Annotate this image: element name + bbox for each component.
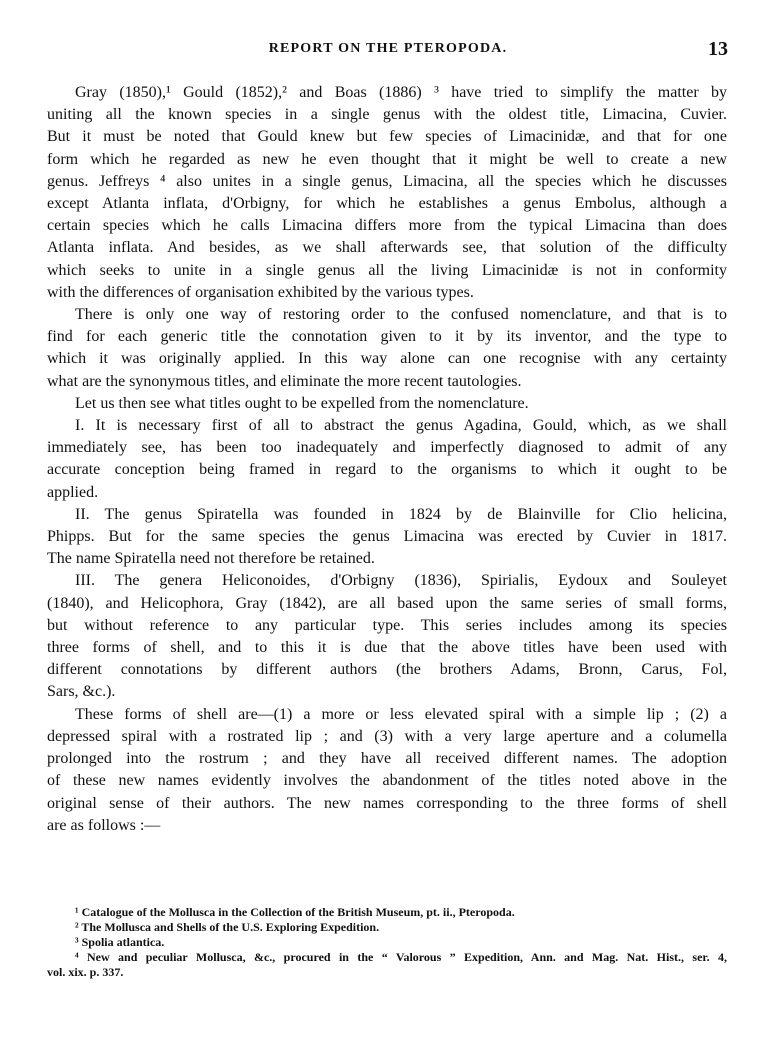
text-line: immediately see, has been too inadequately and imperfectly diagnosed to admit of any: [47, 439, 727, 457]
text-line: except Atlanta inflata, d'Orbigny, for which he establishes a genus Embolus, although a: [47, 195, 727, 213]
footnote: ¹ Catalogue of the Mollusca in the Collection of the British Museum, pt. ii., Pteropoda.: [75, 905, 515, 919]
text-line: These forms of shell are—(1) a more or less elevated spiral with a simple lip ; (2) a: [75, 705, 727, 723]
footnotes: [47, 905, 727, 980]
text-line: I. It is necessary first of all to abstract the genus Agadina, Gould, which, as we shall: [75, 417, 727, 435]
footnote: ⁴ New and peculiar Mollusca, &c., procured in the “ Valorous ” Expedition, Ann. and Mag. Nat. Hist., ser. 4,: [75, 950, 727, 964]
text-line: are as follows :—: [47, 816, 161, 834]
text-line: three forms of shell, and to this it is due that the above titles have been used with: [47, 639, 727, 657]
text-line: accurate conception being framed in regard to the organisms to which it ought to be: [47, 461, 727, 479]
text-line: find for each generic title the connotation given to it by its inventor, and the type to: [47, 328, 727, 346]
text-line: genus. Jeffreys ⁴ also unites in a single genus, Limacina, all the species which he discusses: [47, 172, 727, 190]
text-line: uniting all the known species in a single genus with the oldest title, Limacina, Cuvier.: [47, 106, 727, 124]
text-line: Atlanta inflata. And besides, as we shall afterwards see, that solution of the difficulty: [47, 239, 727, 257]
footnote: ² The Mollusca and Shells of the U.S. Exploring Expedition.: [75, 920, 380, 934]
text-line: (1840), and Helicophora, Gray (1842), are all based upon the same series of small forms,: [47, 594, 727, 612]
text-line: Phipps. But for the same species the genus Limacina was erected by Cuvier in 1817.: [47, 528, 727, 546]
text-line: different connotations by different authors (the brothers Adams, Bronn, Carus, Fol,: [47, 661, 727, 679]
text-line: original sense of their authors. The new names corresponding to the three forms of shell: [47, 794, 727, 812]
text-line: certain species which he calls Limacina differs more from the typical Limacina than does: [47, 217, 727, 235]
text-line: The name Spiratella need not therefore be retained.: [47, 550, 375, 568]
page-header: [48, 38, 728, 64]
text-line: But it must be noted that Gould knew but few species of Limacinidæ, and that for one: [47, 128, 727, 146]
text-line: of these new names evidently involves the abandonment of the titles noted above in the: [47, 772, 727, 790]
text-line: There is only one way of restoring order to the confused nomenclature, and that is to: [75, 306, 727, 324]
body-text: [47, 82, 727, 837]
running-title: REPORT ON THE PTEROPODA.: [268, 41, 508, 56]
text-line: Let us then see what titles ought to be expelled from the nomenclature.: [75, 394, 529, 412]
text-line: form which he regarded as new he even thought that it might be well to create a new: [47, 150, 727, 168]
text-line: prolonged into the rostrum ; and they have all received different names. The adoption: [47, 750, 727, 768]
page-number: 13: [708, 38, 728, 60]
text-line: which it was originally applied. In this way alone can one recognise with any certainty: [47, 350, 727, 368]
text-line: applied.: [47, 483, 99, 501]
text-line: III. The genera Heliconoides, d'Orbigny (1836), Spirialis, Eydoux and Souleyet: [75, 572, 727, 590]
text-line: what are the synonymous titles, and eliminate the more recent tautologies.: [47, 372, 522, 390]
footnote: ³ Spolia atlantica.: [75, 935, 165, 949]
text-line: with the differences of organisation exhibited by the various types.: [47, 283, 474, 301]
text-line: but without reference to any particular type. This series includes among its species: [47, 616, 727, 634]
footnote: vol. xix. p. 337.: [47, 965, 124, 979]
text-line: II. The genus Spiratella was founded in 1824 by de Blainville for Clio helicina,: [75, 505, 727, 523]
text-line: depressed spiral with a rostrated lip ; and (3) with a very large aperture and a columella: [47, 727, 727, 745]
text-line: Gray (1850),¹ Gould (1852),² and Boas (1886) ³ have tried to simplify the matter by: [75, 84, 727, 101]
text-line: Sars, &c.).: [47, 683, 116, 701]
text-line: which seeks to unite in a single genus all the living Limacinidæ is not in conformity: [47, 261, 727, 279]
